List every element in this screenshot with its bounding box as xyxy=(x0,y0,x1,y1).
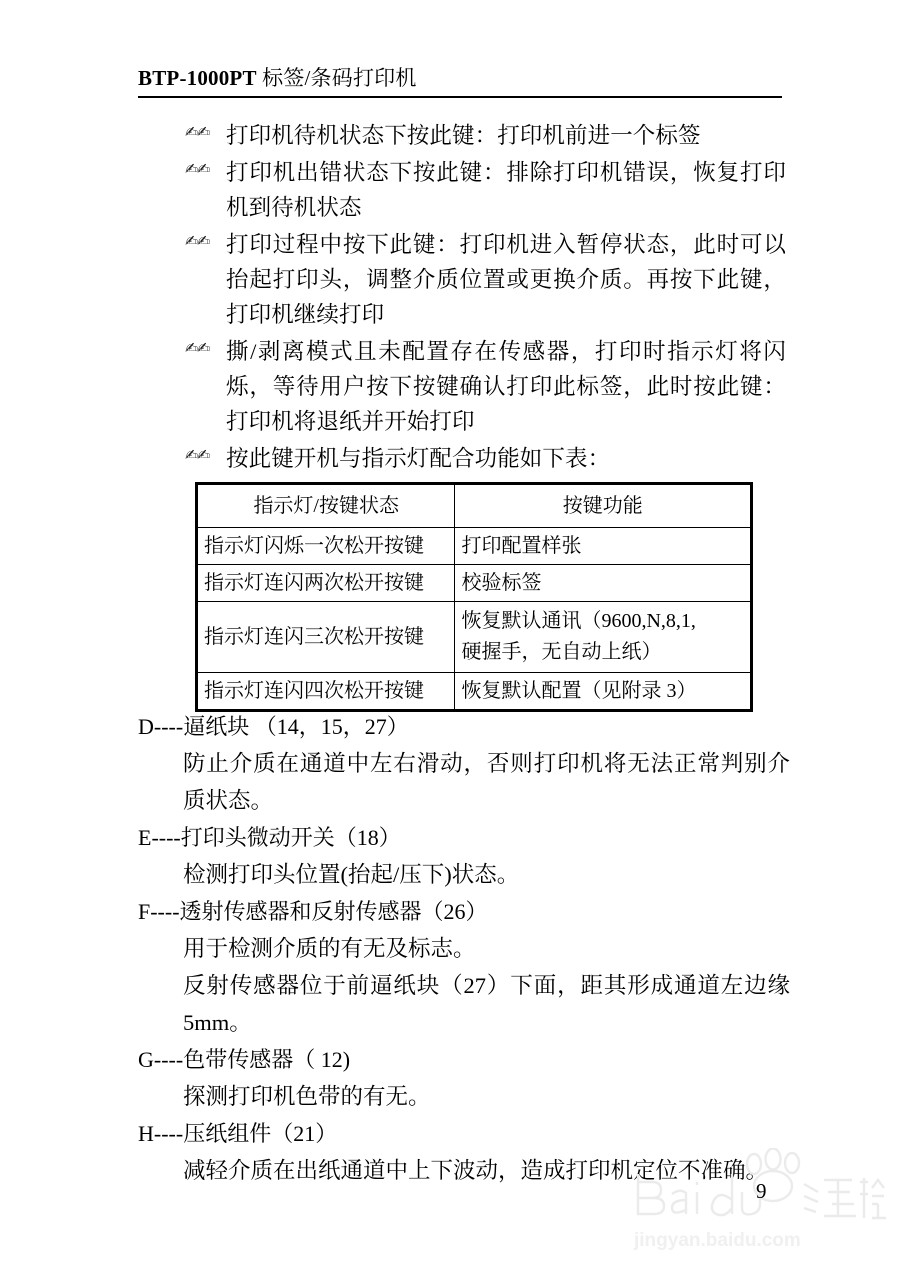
pencil-bullet-icon: ✍✍ xyxy=(185,232,210,250)
section-paragraph: 防止介质在通道中左右滑动，否则打印机将无法正常判别介质状态。 xyxy=(183,751,790,813)
list-item-text: 按此键开机与指示灯配合功能如下表： xyxy=(226,446,611,471)
list-item-text: 打印过程中按下此键：打印机进入暂停状态，此时可以抬起打印头，调整介质位置或更换介质。再按下此键，打印机继续打印 xyxy=(226,232,786,327)
list-item xyxy=(186,118,786,153)
cell-function-line1: 恢复默认通讯（9600,N,8,1, xyxy=(461,610,696,632)
table-row xyxy=(197,673,752,711)
cell-function-line2: 硬握手，无自动上纸） xyxy=(461,641,662,663)
printer-model: BTP-1000PT xyxy=(138,66,257,90)
cell-state: 指示灯连闪两次松开按键 xyxy=(197,565,455,602)
cell-function: 校验标签 xyxy=(455,565,752,602)
pencil-bullet-icon: ✍✍ xyxy=(185,160,210,178)
cell-function: 恢复默认配置（见附录 3） xyxy=(455,673,752,711)
cell-state: 指示灯闪烁一次松开按键 xyxy=(197,528,455,565)
pencil-bullet-icon: ✍✍ xyxy=(185,446,210,464)
led-key-function-table xyxy=(195,482,753,712)
cell-state: 指示灯连闪四次松开按键 xyxy=(197,673,455,711)
section-body xyxy=(138,1078,790,1115)
header-divider xyxy=(138,96,782,98)
section-heading: G----色带传感器（ 12) xyxy=(138,1047,351,1072)
list-item-text: 打印机出错状态下按此键：排除打印机错误，恢复打印机到待机状态 xyxy=(226,160,786,220)
list-item-text: 撕/剥离模式且未配置存在传感器，打印时指示灯将闪烁，等待用户按下按键确认打印此标签，此时按此键：打印机将退纸并开始打印 xyxy=(226,339,786,434)
section-paragraph: 减轻介质在出纸通道中上下波动，造成打印机定位不准确。 xyxy=(183,1158,769,1183)
cell-function xyxy=(455,602,752,673)
section-e xyxy=(138,819,790,893)
list-item xyxy=(186,155,786,225)
list-item xyxy=(186,334,786,439)
component-description-list xyxy=(138,708,790,1189)
list-item xyxy=(186,227,786,332)
section-d xyxy=(138,708,790,819)
table-row xyxy=(197,602,752,673)
section-body xyxy=(138,1152,790,1189)
section-f xyxy=(138,893,790,1041)
column-header-state: 指示灯/按键状态 xyxy=(197,484,455,528)
watermark-url-text: jingyan.baidu.com xyxy=(634,1230,801,1251)
section-heading: F----透射传感器和反射传感器（26） xyxy=(138,899,488,924)
pencil-bullet-icon: ✍✍ xyxy=(185,339,210,357)
section-body xyxy=(138,856,790,893)
list-item-text: 打印机待机状态下按此键：打印机前进一个标签 xyxy=(226,123,701,148)
running-header xyxy=(138,64,782,98)
page-title xyxy=(138,64,782,92)
section-heading: D----逼纸块 （14，15，27） xyxy=(138,714,409,739)
section-g xyxy=(138,1041,790,1115)
section-h xyxy=(138,1115,790,1189)
section-paragraph: 检测打印头位置(抬起/压下)状态。 xyxy=(183,862,520,887)
bullet-list xyxy=(186,118,786,478)
section-paragraph: 探测打印机色带的有无。 xyxy=(183,1084,431,1109)
page-number: 9 xyxy=(756,1179,767,1203)
pencil-bullet-icon: ✍✍ xyxy=(185,123,210,141)
section-paragraph: 用于检测介质的有无及标志。 xyxy=(183,936,476,961)
section-heading: E----打印头微动开关（18） xyxy=(138,825,401,850)
cell-function: 打印配置样张 xyxy=(455,528,752,565)
printer-title-cn: 标签/条码打印机 xyxy=(262,66,417,90)
cell-state: 指示灯连闪三次松开按键 xyxy=(197,602,455,673)
section-paragraph: 反射传感器位于前逼纸块（27）下面，距其形成通道左边缘5mm。 xyxy=(183,973,790,1035)
section-body xyxy=(138,930,790,1041)
column-header-function: 按键功能 xyxy=(455,484,752,528)
table-header-row xyxy=(197,484,752,528)
list-item xyxy=(186,441,786,476)
table-row xyxy=(197,528,752,565)
table-row xyxy=(197,565,752,602)
section-heading: H----压纸组件（21） xyxy=(138,1121,338,1146)
section-body xyxy=(138,745,790,819)
